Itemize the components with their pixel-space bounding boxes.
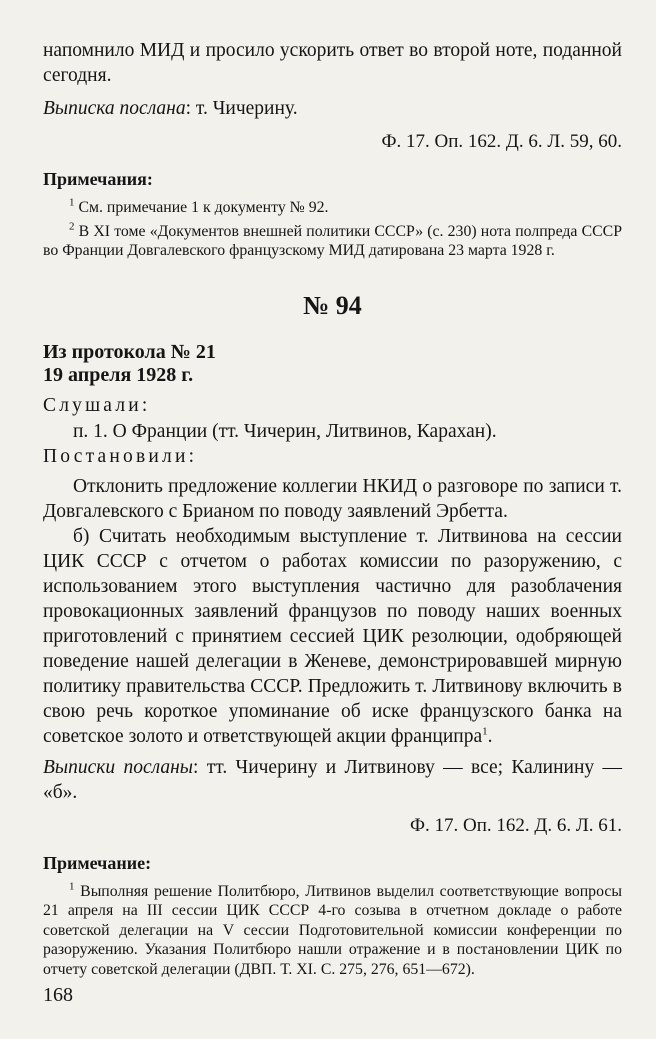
dispatch-label: Выписка послана — [43, 98, 186, 119]
footnote-mark: 1 — [482, 725, 488, 737]
dispatch-label: Выписки посланы — [43, 756, 193, 778]
footnote-text: Выполняя решение Политбюро, Литвинов выделил соответствующие вопросы 21 апреля на III сессии ЦИК СССР 4-го созыва в отчетном докладе о работе советской делегации на V сессии Подготовительной комиссии конференции по разоружению. Указания Политбюро нашли отражение и в постановлении ЦИК по отчету советской делегации (ДВП. Т. XI. С. 275, 276, 651—672). — [43, 882, 622, 978]
decided-label: Постановили: — [43, 445, 198, 467]
protocol-date: 19 апреля 1928 г. — [43, 363, 194, 386]
archive-reference: Ф. 17. Оп. 162. Д. 6. Л. 59, 60. — [381, 131, 622, 152]
note-heading: Примечание: — [43, 852, 152, 873]
heard-label: Слушали: — [43, 394, 151, 416]
footnote-1 — [43, 882, 622, 980]
page-number: 168 — [43, 984, 73, 1006]
footnote-mark: 1 — [69, 196, 75, 209]
decision-b-end: . — [487, 725, 493, 747]
decision-b-text: б) Считать необходимым выступление т. Литвинова на сессии ЦИК СССР с отчетом о работах комиссии по разоружению, с использованием этого выступления частично для разоблачения провокационных заявлений французов по поводу наших военных приготовлений с принятием сессией ЦИК резолюции, одобряющей поведение нашей делегации в Женеве, демонстрировавшей мирную политику правительства СССР. Предложить т. Литвинову включить в свою речь короткое упоминание об иске французского банка на советское золото и ответствующей акции франципра — [43, 525, 622, 747]
continuation-paragraph: напомнило МИД и просило ускорить ответ во второй ноте, поданной сегодня. — [43, 40, 622, 86]
notes-heading: Примечания: — [43, 169, 153, 189]
protocol-title: Из протокола № 21 — [43, 340, 216, 363]
footnote-1 — [43, 198, 622, 218]
footnote-mark: 2 — [69, 220, 75, 233]
footnote-text: В XI томе «Документов внешней политики СССР» (с. 230) нота полпреда СССР во Франции Довгалевского французскому МИД датирована 23 марта 1928 г. — [43, 222, 622, 259]
dispatch-recipients: : тт. Чичерину и Литвинову — все; Калинину — «б». — [43, 756, 622, 803]
heard-item: п. 1. О Франции (тт. Чичерин, Литвинов, Карахан). — [73, 420, 497, 442]
decision-paragraph-b — [43, 524, 622, 749]
decision-paragraph-a: Отклонить предложение коллегии НКИД о разговоре по записи т. Довгалевского с Брианом по поводу заявлений Эрбетта. — [43, 475, 622, 522]
dispatch-recipients: : т. Чичерину. — [185, 98, 298, 119]
document-number: № 94 — [303, 290, 362, 320]
footnote-mark: 1 — [69, 880, 75, 893]
dispatch-line — [43, 96, 622, 121]
footnote-2 — [43, 222, 622, 261]
dispatch-line — [43, 755, 622, 805]
footnote-text: См. примечание 1 к документу № 92. — [74, 199, 329, 216]
archive-reference: Ф. 17. Оп. 162. Д. 6. Л. 61. — [410, 814, 622, 836]
